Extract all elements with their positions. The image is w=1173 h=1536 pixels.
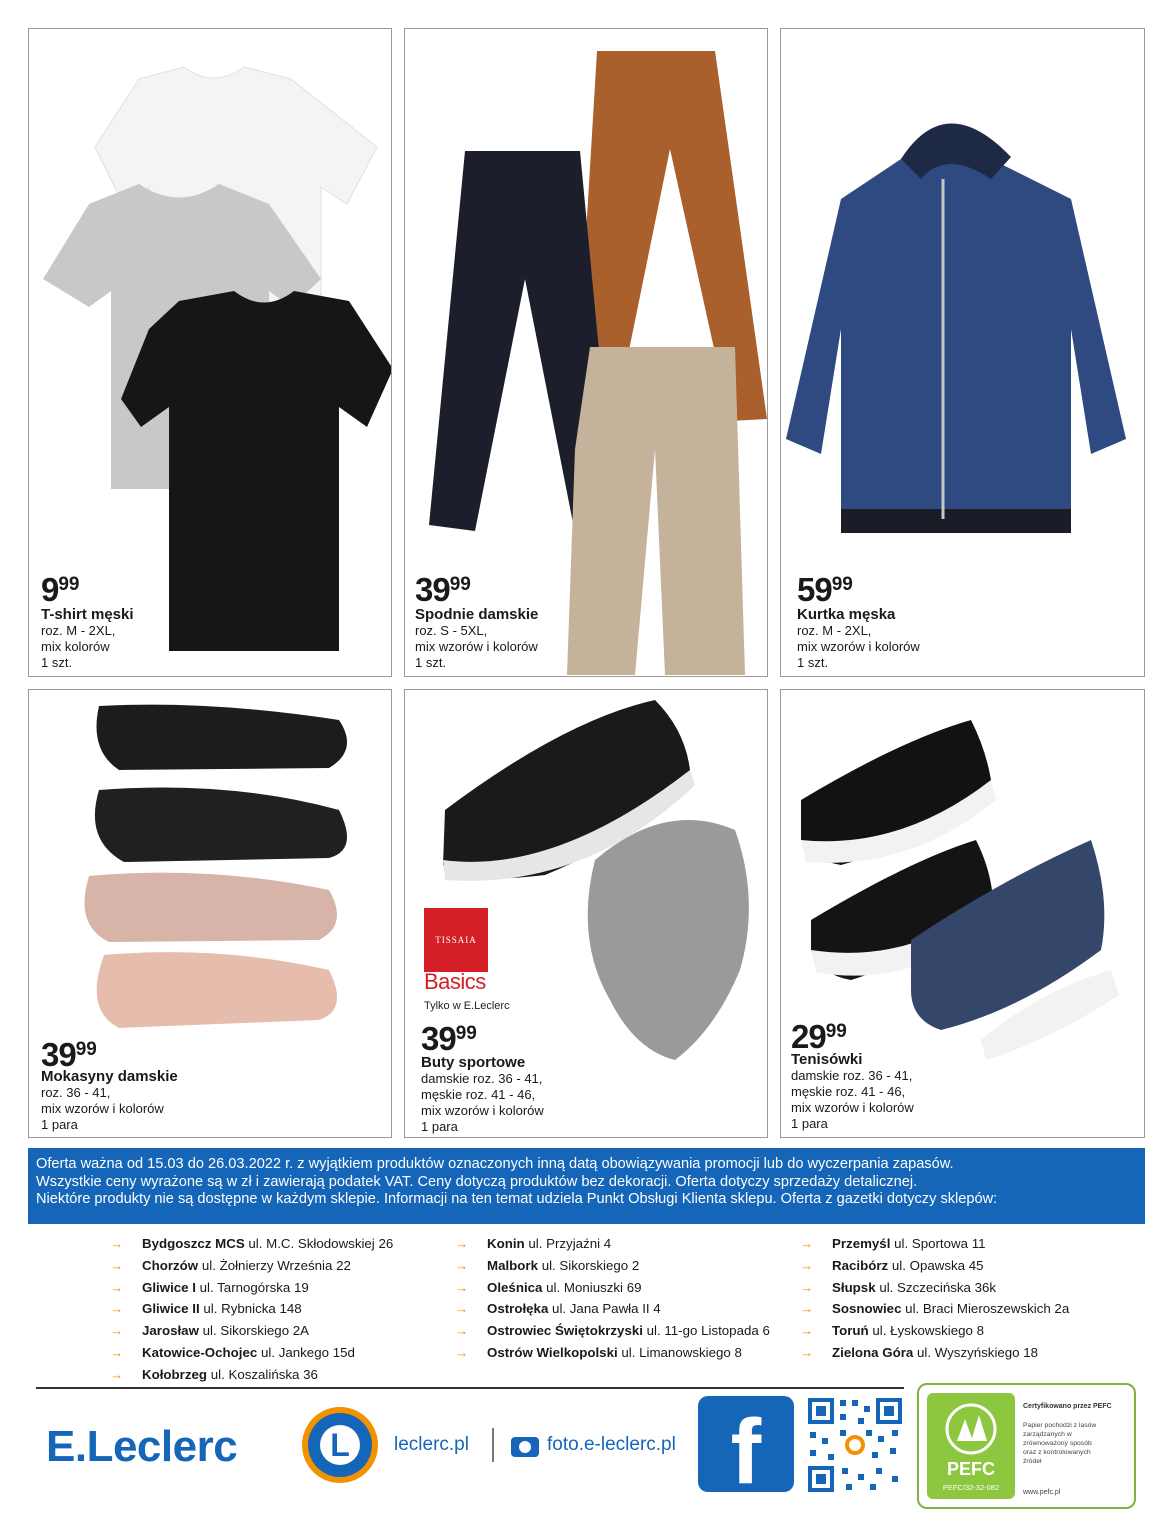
pefc-text-line: oraz z kontrolowanych: [1023, 1449, 1091, 1456]
offer-line: Niektóre produkty nie są dostępne w każdym sklepie. Informacji na ten temat udziela Punkt Obsługi Klienta sklepu. Oferta z gazetki dotyczy sklepów:: [36, 1191, 998, 1207]
price-integer: 39: [41, 1036, 76, 1073]
arrow-right-icon: →: [110, 1257, 124, 1273]
arrow-right-icon: →: [455, 1323, 469, 1339]
tshirt-image: [29, 29, 392, 677]
qr-code[interactable]: [806, 1396, 904, 1494]
leclerc-logo-text: E.Leclerc: [46, 1422, 238, 1471]
product-description: [791, 1068, 914, 1132]
camera-icon: [511, 1437, 539, 1457]
price-decimal: 99: [825, 1021, 847, 1042]
store-city: Bydgoszcz MCS: [142, 1236, 245, 1251]
basics-label: Basics: [424, 969, 486, 994]
store-item: [800, 1342, 1069, 1364]
store-item: [455, 1277, 770, 1299]
price-decimal: 99: [831, 574, 853, 595]
store-item: [800, 1320, 1069, 1342]
desc-line: roz. M - 2XL,: [797, 623, 872, 638]
store-address: ul. Limanowskiego 8: [621, 1344, 742, 1360]
arrow-right-icon: →: [110, 1323, 124, 1339]
product-card-tenisowki[interactable]: [780, 689, 1145, 1138]
pefc-text-line: zarządzanych w: [1023, 1431, 1072, 1438]
product-description: [41, 1085, 164, 1133]
store-item: [110, 1233, 393, 1255]
price-decimal: 99: [75, 1039, 97, 1060]
product-description: [415, 623, 538, 671]
arrow-right-icon: →: [455, 1279, 469, 1295]
store-city: Toruń: [832, 1323, 869, 1339]
store-city: Chorzów: [142, 1257, 199, 1273]
arrow-right-icon: →: [800, 1236, 814, 1251]
store-city: Sosnowiec: [832, 1301, 902, 1317]
price: [41, 573, 80, 606]
store-address: ul. Tarnogórska 19: [199, 1279, 309, 1295]
price-integer: 9: [41, 571, 59, 608]
arrow-right-icon: →: [110, 1236, 124, 1251]
product-card-moccasins[interactable]: [28, 689, 392, 1138]
product-card-tshirt[interactable]: [28, 28, 392, 677]
arrow-right-icon: →: [455, 1344, 469, 1360]
store-address: ul. Sikorskiego 2A: [202, 1323, 310, 1339]
pefc-text-line: Papier pochodzi z lasów: [1023, 1422, 1097, 1429]
desc-line: mix wzorów i kolorów: [41, 1101, 164, 1116]
store-item: [455, 1342, 770, 1364]
store-city: Oleśnica: [487, 1279, 543, 1295]
store-city: Gliwice I: [142, 1279, 196, 1295]
desc-line: 1 para: [791, 1116, 828, 1131]
store-item: [800, 1255, 1069, 1277]
store-item: [110, 1342, 393, 1364]
desc-line: 1 para: [421, 1119, 458, 1134]
price-integer: 29: [791, 1018, 826, 1055]
price-integer: 59: [797, 571, 832, 608]
arrow-right-icon: →: [800, 1279, 814, 1295]
desc-line: mix wzorów i kolorów: [415, 639, 538, 654]
desc-line: damskie roz. 36 - 41,: [791, 1068, 913, 1083]
pefc-tree-icon: [943, 1403, 999, 1455]
store-city: Gliwice II: [142, 1301, 200, 1317]
store-city: Konin: [487, 1236, 525, 1251]
product-name: Spodnie damskie: [415, 606, 539, 623]
store-item: [110, 1320, 393, 1342]
price: [791, 1020, 847, 1053]
store-city: Słupsk: [832, 1279, 876, 1295]
product-name: Tenisówki: [791, 1051, 863, 1068]
pefc-text-line: źródeł: [1023, 1458, 1042, 1465]
store-city: Malbork: [487, 1257, 538, 1273]
store-address: ul. Żołnierzy Września 22: [201, 1257, 351, 1273]
arrow-right-icon: →: [800, 1257, 814, 1273]
arrow-right-icon: →: [455, 1236, 469, 1251]
stores-column-3: [800, 1233, 1069, 1364]
stores-column-2: [455, 1233, 770, 1364]
store-address: ul. Wyszyńskiego 18: [916, 1344, 1039, 1360]
pefc-url[interactable]: www.pefc.pl: [1023, 1489, 1061, 1496]
pefc-cert-title: Certyfikowano przez PEFC: [1023, 1403, 1112, 1410]
store-item: [800, 1277, 1069, 1299]
store-address: ul. 11-go Listopada 6: [646, 1323, 770, 1339]
store-address: ul. Przyjaźni 4: [528, 1236, 612, 1251]
desc-line: męskie roz. 41 - 46,: [791, 1084, 906, 1099]
logo-letter: L: [320, 1425, 360, 1465]
store-address: ul. Łyskowskiego 8: [872, 1323, 984, 1339]
arrow-right-icon: →: [110, 1366, 124, 1382]
arrow-right-icon: →: [110, 1344, 124, 1360]
store-item: [455, 1320, 770, 1342]
store-address: ul. Sikorskiego 2: [541, 1257, 640, 1273]
store-city: Jarosław: [142, 1323, 199, 1339]
store-address: ul. Braci Mieroszewskich 2a: [905, 1301, 1070, 1317]
desc-line: 1 szt.: [415, 655, 447, 670]
product-description: [41, 623, 115, 671]
leclerc-website-link[interactable]: leclerc.pl: [394, 1434, 469, 1455]
pefc-description: [1023, 1421, 1096, 1466]
store-city: Ostrowiec Świętokrzyski: [487, 1323, 643, 1339]
store-address: ul. Jankego 15d: [260, 1344, 355, 1360]
store-item: [800, 1233, 1069, 1255]
desc-line: 1 szt.: [41, 655, 73, 670]
pefc-code: PEFC/32-32-082: [942, 1483, 1000, 1492]
store-item: [110, 1364, 393, 1386]
pefc-certificate: [917, 1383, 1136, 1509]
store-address: ul. Moniuszki 69: [546, 1279, 642, 1295]
store-item: [110, 1277, 393, 1299]
desc-line: roz. M - 2XL,: [41, 623, 116, 638]
arrow-right-icon: →: [800, 1323, 814, 1339]
price-decimal: 99: [455, 1023, 477, 1044]
store-address: ul. Opawska 45: [891, 1257, 984, 1273]
store-city: Kołobrzeg: [142, 1366, 208, 1382]
desc-line: 1 para: [41, 1117, 78, 1132]
offer-line: Wszystkie ceny wyrażone są w zł i zawierają podatek VAT. Ceny dotyczą produktów bez dekoracji. Oferta dotyczy sprzedaży detalicznej.: [36, 1173, 918, 1190]
arrow-right-icon: →: [455, 1301, 469, 1317]
pefc-badge: [927, 1393, 1015, 1499]
product-description: [797, 623, 920, 671]
store-address: ul. M.C. Skłodowskiej 26: [248, 1236, 394, 1251]
arrow-right-icon: →: [110, 1279, 124, 1295]
product-name: Kurtka męska: [797, 606, 896, 623]
store-city: Przemyśl: [832, 1236, 891, 1251]
store-item: [110, 1298, 393, 1320]
tissaia-logo: TISSAIA: [424, 908, 488, 972]
store-item: [110, 1255, 393, 1277]
price: [41, 1038, 97, 1071]
leclerc-logo-icon: [302, 1407, 378, 1483]
desc-line: 1 szt.: [797, 655, 829, 670]
price-decimal: 99: [58, 574, 80, 595]
store-address: ul. Rybnicka 148: [203, 1301, 302, 1317]
product-name: Mokasyny damskie: [41, 1068, 178, 1085]
store-item: [455, 1233, 770, 1255]
store-address: ul. Sportowa 11: [894, 1236, 986, 1251]
offer-line: Oferta ważna od 15.03 do 26.03.2022 r. z wyjątkiem produktów oznaczonych inną datą obowiązywania promocji lub do wyczerpania zapasów.: [36, 1156, 954, 1172]
arrow-right-icon: →: [110, 1301, 124, 1317]
desc-line: męskie roz. 41 - 46,: [421, 1087, 536, 1102]
product-description: [421, 1071, 544, 1135]
desc-line: mix wzorów i kolorów: [421, 1103, 544, 1118]
facebook-icon[interactable]: f: [698, 1396, 794, 1492]
desc-line: roz. 36 - 41,: [41, 1085, 111, 1100]
product-card-trousers[interactable]: [404, 28, 768, 677]
desc-line: roz. S - 5XL,: [415, 623, 488, 638]
store-city: Katowice-Ochojec: [142, 1344, 258, 1360]
foto-website-link[interactable]: foto.e-leclerc.pl: [547, 1434, 676, 1455]
offer-info-bar: [28, 1148, 1145, 1224]
store-item: [455, 1298, 770, 1320]
footer-separator: [492, 1428, 494, 1462]
stores-column-1: [110, 1233, 393, 1386]
price: [421, 1022, 477, 1055]
arrow-right-icon: →: [455, 1257, 469, 1273]
arrow-right-icon: →: [800, 1301, 814, 1317]
desc-line: damskie roz. 36 - 41,: [421, 1071, 543, 1086]
desc-line: mix kolorów: [41, 639, 110, 654]
product-name: T-shirt męski: [41, 606, 134, 623]
product-card-jacket[interactable]: [780, 28, 1145, 677]
store-item: [800, 1298, 1069, 1320]
price: [415, 573, 471, 606]
price-integer: 39: [421, 1020, 456, 1057]
pefc-label: PEFC: [946, 1459, 995, 1479]
desc-line: mix wzorów i kolorów: [791, 1100, 914, 1115]
store-address: ul. Jana Pawła II 4: [552, 1301, 661, 1317]
store-item: [455, 1255, 770, 1277]
arrow-right-icon: →: [800, 1344, 814, 1360]
price-integer: 39: [415, 571, 450, 608]
price-decimal: 99: [449, 574, 471, 595]
store-city: Racibórz: [832, 1257, 889, 1273]
store-city: Zielona Góra: [832, 1344, 914, 1360]
footer-divider: [36, 1387, 904, 1389]
store-city: Ostrów Wielkopolski: [487, 1344, 618, 1360]
exclusive-label: Tylko w E.Leclerc: [424, 1000, 510, 1012]
product-name: Buty sportowe: [421, 1054, 526, 1071]
store-city: Ostrołęka: [487, 1301, 549, 1317]
store-address: ul. Koszalińska 36: [210, 1366, 318, 1382]
store-address: ul. Szczecińska 36k: [879, 1279, 997, 1295]
price: [797, 573, 853, 606]
desc-line: mix wzorów i kolorów: [797, 639, 920, 654]
pefc-text-line: zrównoważony sposób: [1023, 1440, 1092, 1447]
